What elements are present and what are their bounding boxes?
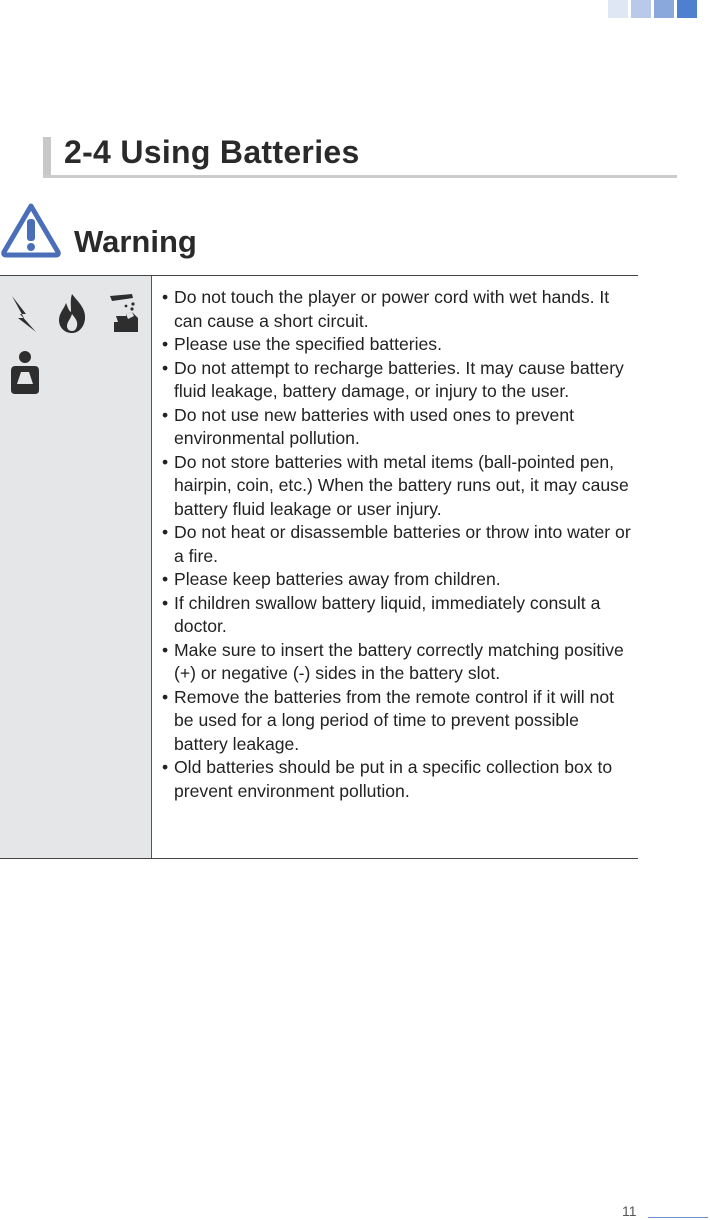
list-item: • Do not heat or disassemble batteries or throw into water or a fire.: [162, 521, 632, 568]
section-header: [43, 132, 677, 178]
corner-square: [654, 0, 674, 18]
warning-header: [0, 200, 400, 260]
section-title: 2-4 Using Batteries: [64, 134, 360, 170]
page-number: 11: [622, 1203, 637, 1219]
list-item: • Old batteries should be put in a specific collection box to prevent environment pollution.: [162, 756, 632, 803]
corner-square: [631, 0, 651, 18]
warning-table: [0, 275, 638, 859]
warning-triangle-icon: [0, 202, 62, 258]
list-item: • Do not use new batteries with used ones to prevent environmental pollution.: [162, 404, 632, 451]
hazard-icon-panel: [0, 276, 152, 858]
list-item: • If children swallow battery liquid, immediately consult a doctor.: [162, 592, 632, 639]
list-item: • Remove the batteries from the remote control if it will not be used for a long period of time to prevent possible battery leakage.: [162, 686, 632, 757]
chemical-burn-icon: [106, 292, 142, 334]
warning-label: Warning: [74, 224, 197, 259]
fire-icon: [56, 292, 88, 334]
list-item: • Do not attempt to recharge batteries. It may cause battery fluid leakage, battery damage, or injury to the user.: [162, 357, 632, 404]
list-item: • Please use the specified batteries.: [162, 333, 632, 357]
list-item: • Do not store batteries with metal items (ball-pointed pen, hairpin, coin, etc.) When the battery runs out, it may cause battery fluid leakage or user injury.: [162, 451, 632, 522]
warning-text-column: [162, 286, 632, 803]
page-number-rule: [648, 1217, 708, 1218]
title-underline: [43, 175, 677, 178]
corner-square: [608, 0, 628, 18]
list-item: • Make sure to insert the battery correctly matching positive (+) or negative (-) sides in the battery slot.: [162, 639, 632, 686]
warning-bullet-list: [162, 286, 632, 803]
corner-square: [677, 0, 697, 18]
corner-decoration: [608, 0, 698, 18]
electric-shock-icon: [6, 294, 42, 334]
list-item: • Do not touch the player or power cord with wet hands. It can cause a short circuit.: [162, 286, 632, 333]
list-item: • Please keep batteries away from children.: [162, 568, 632, 592]
person-warning-icon: [8, 350, 42, 398]
title-accent-bar: [43, 137, 51, 175]
